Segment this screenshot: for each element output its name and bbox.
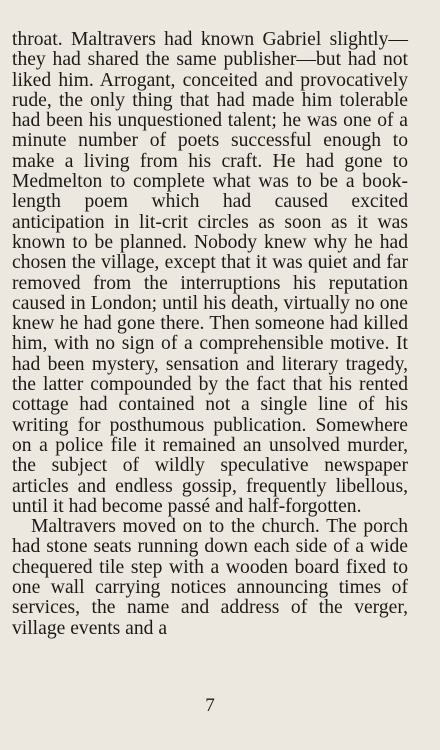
paragraph-1: throat. Maltravers had known Gabriel slightly—they had shared the same publisher—but had not liked him. Arrogant, conceited and provocatively rude, the only thing that had made him tolerable had been his unquestioned talent; he was one of a minute number of poets successful enough to make a living from his craft. He had gone to Medmelton to complete what was to be a book-length poem which had caused excited anticipation in lit-crit circles as soon as it was known to be planned. Nobody knew why he had chosen the village, except that it was quiet and far removed from the interruptions his reputation caused in London; until his death, virtually no one knew he had gone there. Then someone had killed him, with no sign of a comprehensible motive. It had been mystery, sensation and literary tragedy, the latter compounded by the fact that his rented cottage had contained not a single line of his writing for posthumous publication. Somewhere on a police file it remained an unsolved murder, the subject of wildly speculative newspaper articles and endless gossip, frequently libellous, until it had become passé and half-forgotten. xyxy=(12,29,408,517)
paragraph-2: Maltravers moved on to the church. The porch had stone seats running down each side of a wide chequered tile step with a wooden board fixed to one wall carrying notices announcing times of services, the name and address of the verger, village events and a xyxy=(12,516,408,639)
page-text xyxy=(12,30,408,639)
page-number: 7 xyxy=(205,695,215,716)
